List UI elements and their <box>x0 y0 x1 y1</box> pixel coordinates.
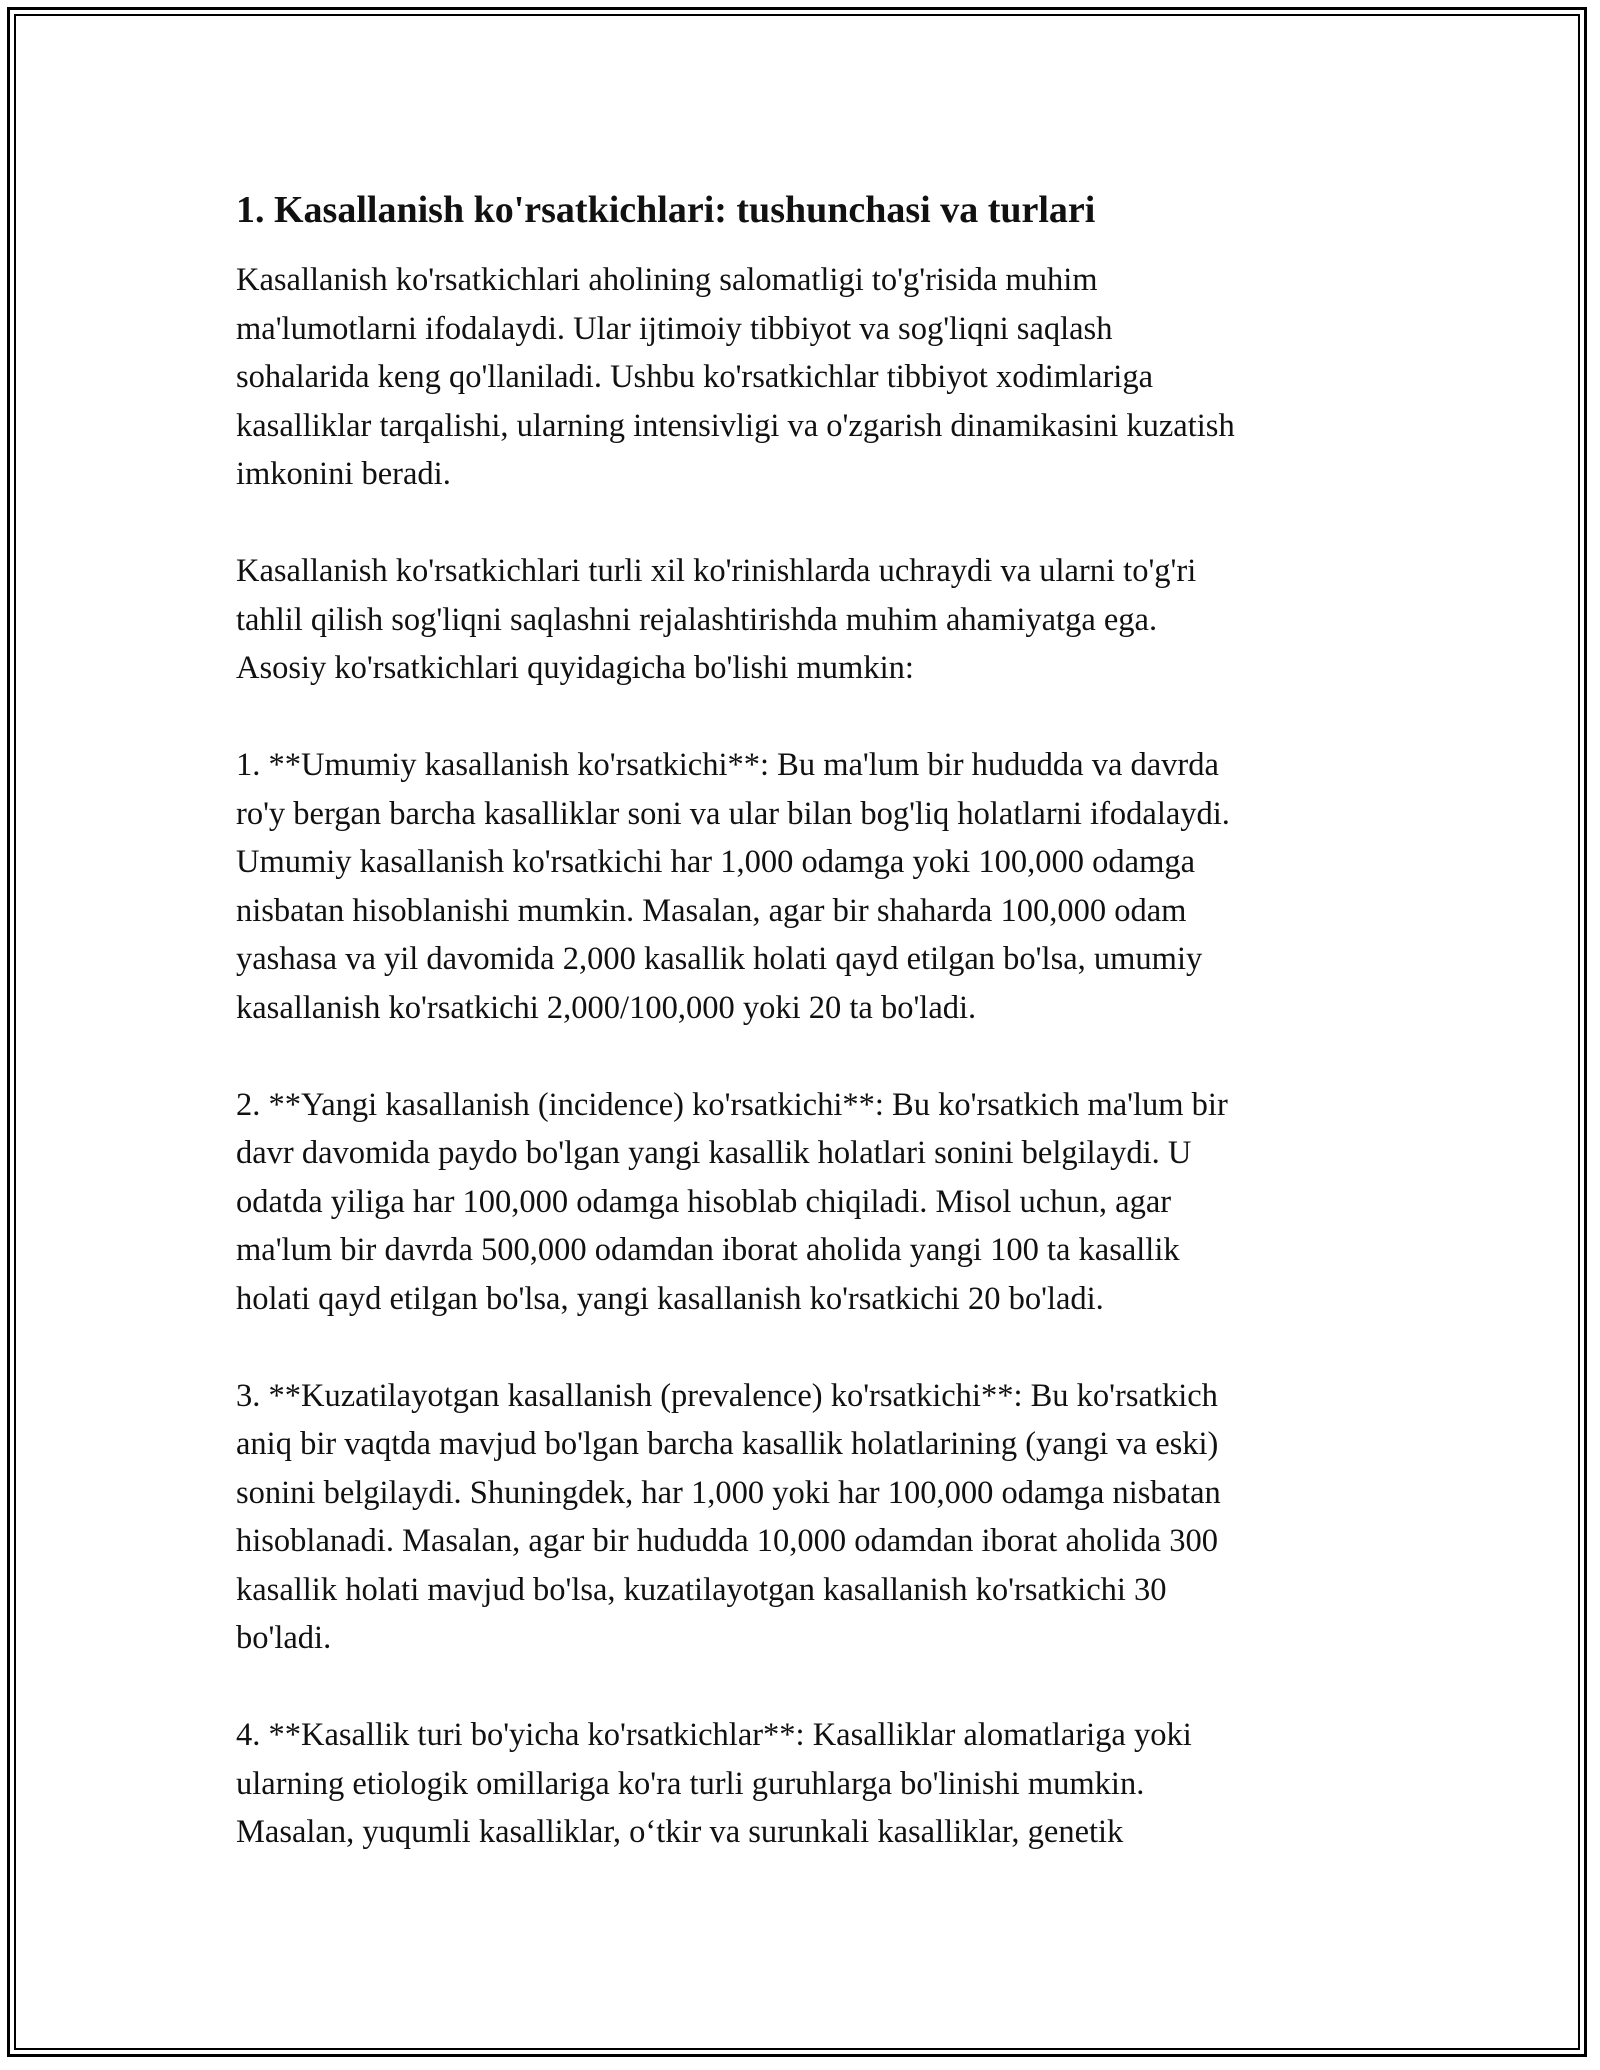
text-line: kasalliklar tarqalishi, ularning intensivligi va o'zgarish dinamikasini kuzatish <box>236 407 1235 444</box>
list-item-prevalence <box>236 1372 1376 1663</box>
paragraph-intro <box>236 256 1376 499</box>
text-line: 4. **Kasallik turi bo'yicha ko'rsatkichlar**: Kasalliklar alomatlariga yoki <box>236 1717 1192 1753</box>
text-line: Asosiy ko'rsatkichlari quyidagicha bo'lishi mumkin: <box>236 650 914 686</box>
section-heading: 1. Kasallanish ko'rsatkichlari: tushunchasi va turlari <box>236 189 1096 231</box>
list-item-disease-type <box>236 1711 1376 1857</box>
text-line: sonini belgilaydi. Shuningdek, har 1,000 yoki har 100,000 odamga nisbatan <box>236 1474 1221 1511</box>
paragraph-types-overview <box>236 547 1376 693</box>
text-line: nisbatan hisoblanishi mumkin. Masalan, agar bir shaharda 100,000 odam <box>236 892 1187 929</box>
text-line: aniq bir vaqtda mavjud bo'lgan barcha kasallik holatlarining (yangi va eski) <box>236 1426 1219 1462</box>
text-line: tahlil qilish sog'liqni saqlashni rejalashtirishda muhim ahamiyatga ega. <box>236 601 1158 638</box>
text-line: 2. **Yangi kasallanish (incidence) ko'rsatkichi**: Bu ko'rsatkich ma'lum bir <box>236 1086 1228 1123</box>
text-line: ro'y bergan barcha kasalliklar soni va ular bilan bog'liq holatlarni ifodalaydi. <box>236 795 1230 832</box>
text-line: odatda yiliga har 100,000 odamga hisoblab chiqiladi. Misol uchun, agar <box>236 1183 1172 1220</box>
list-item-incidence <box>236 1081 1376 1324</box>
text-line: ma'lum bir davrda 500,000 odamdan iborat aholida yangi 100 ta kasallik <box>236 1232 1180 1268</box>
text-line: Kasallanish ko'rsatkichlari aholining salomatligi to'g'risida muhim <box>236 262 1098 298</box>
text-line: 1. **Umumiy kasallanish ko'rsatkichi**: Bu ma'lum bir hududda va davrda <box>236 747 1219 783</box>
text-line: davr davomida paydo bo'lgan yangi kasallik holatlari sonini belgilaydi. U <box>236 1135 1192 1171</box>
text-line: hisoblanadi. Masalan, agar bir hududda 10,000 odamdan iborat aholida 300 <box>236 1523 1218 1559</box>
text-line: bo'ladi. <box>236 1620 332 1656</box>
text-line: kasallik holati mavjud bo'lsa, kuzatilayotgan kasallanish ko'rsatkichi 30 <box>236 1571 1167 1608</box>
text-line: ularning etiologik omillariga ko'ra turli guruhlarga bo'linishi mumkin. <box>236 1765 1145 1802</box>
text-line: holati qayd etilgan bo'lsa, yangi kasallanish ko'rsatkichi 20 bo'ladi. <box>236 1280 1104 1317</box>
text-line: sohalarida keng qo'llaniladi. Ushbu ko'rsatkichlar tibbiyot xodimlariga <box>236 359 1153 395</box>
text-line: imkonini beradi. <box>236 456 451 492</box>
text-line: ma'lumotlarni ifodalaydi. Ular ijtimoiy tibbiyot va sog'liqni saqlash <box>236 310 1113 347</box>
text-line: kasallanish ko'rsatkichi 2,000/100,000 yoki 20 ta bo'ladi. <box>236 989 977 1026</box>
text-line: yashasa va yil davomida 2,000 kasallik holati qayd etilgan bo'lsa, umumiy <box>236 941 1203 977</box>
text-line: Umumiy kasallanish ko'rsatkichi har 1,000 odamga yoki 100,000 odamga <box>236 844 1196 880</box>
list-item-general-morbidity <box>236 741 1376 1032</box>
text-line: Masalan, yuqumli kasalliklar, o‘tkir va surunkali kasalliklar, genetik <box>236 1814 1124 1850</box>
text-line: Kasallanish ko'rsatkichlari turli xil ko'rinishlarda uchraydi va ularni to'g'ri <box>236 553 1197 589</box>
text-line: 3. **Kuzatilayotgan kasallanish (prevalence) ko'rsatkichi**: Bu ko'rsatkich <box>236 1377 1218 1414</box>
document-body <box>236 186 1376 1905</box>
